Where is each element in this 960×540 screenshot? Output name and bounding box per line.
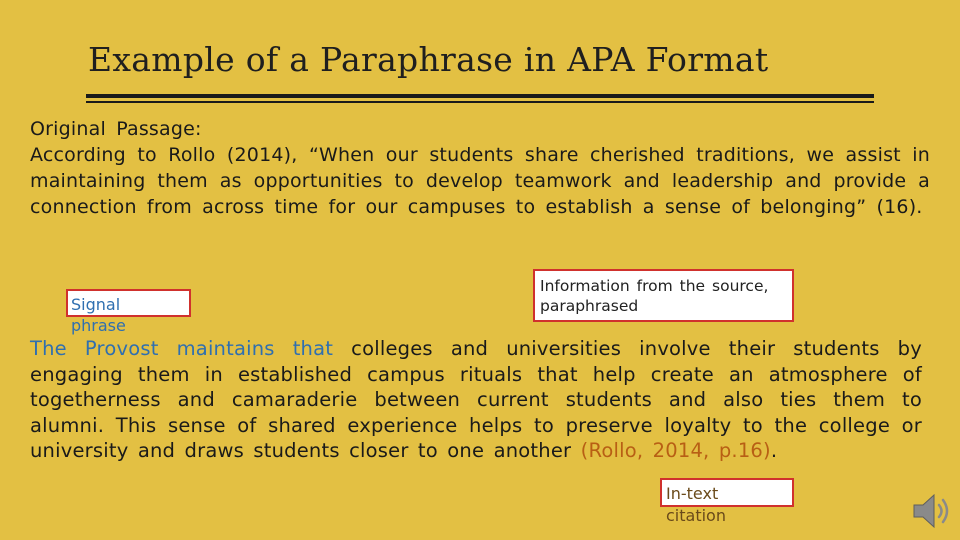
signal-phrase-label-text: Signal phrase — [71, 295, 126, 335]
paraphrase-signal-phrase: The Provost maintains that — [30, 337, 334, 360]
title-underline-thick — [86, 94, 874, 98]
original-passage — [30, 116, 930, 220]
original-passage-heading: Original Passage: — [30, 118, 202, 140]
in-text-citation-label-text: In-text citation — [666, 484, 726, 525]
source-info-label — [533, 269, 794, 322]
in-text-citation-label — [660, 478, 794, 525]
paraphrase-citation: (Rollo, 2014, p.16) — [580, 439, 771, 462]
paraphrase-end: . — [770, 439, 778, 462]
slide-title: Example of a Paraphrase in APA Format — [88, 40, 769, 79]
paraphrase-paragraph — [30, 336, 922, 464]
paraphrase-body: colleges and universities involve their students by engaging them in established campus rituals that help create an atmosphere of togetherness and camaraderie between current students and also ties them to alumni. This sense of shared experience helps to preserve loyalty to the college or university and draws students closer to one another — [30, 337, 922, 462]
original-passage-text: According to Rollo (2014), “When our students share cherished traditions, we assist in maintaining them as opportunities to develop teamwork and leadership and provide a connection from across time for our campuses to establish a sense of belonging” (16). — [30, 144, 930, 218]
source-info-label-text: Information from the source, paraphrased — [540, 277, 769, 315]
title-underline-thin — [86, 101, 874, 103]
speaker-icon[interactable] — [910, 488, 956, 534]
signal-phrase-label — [66, 289, 191, 335]
